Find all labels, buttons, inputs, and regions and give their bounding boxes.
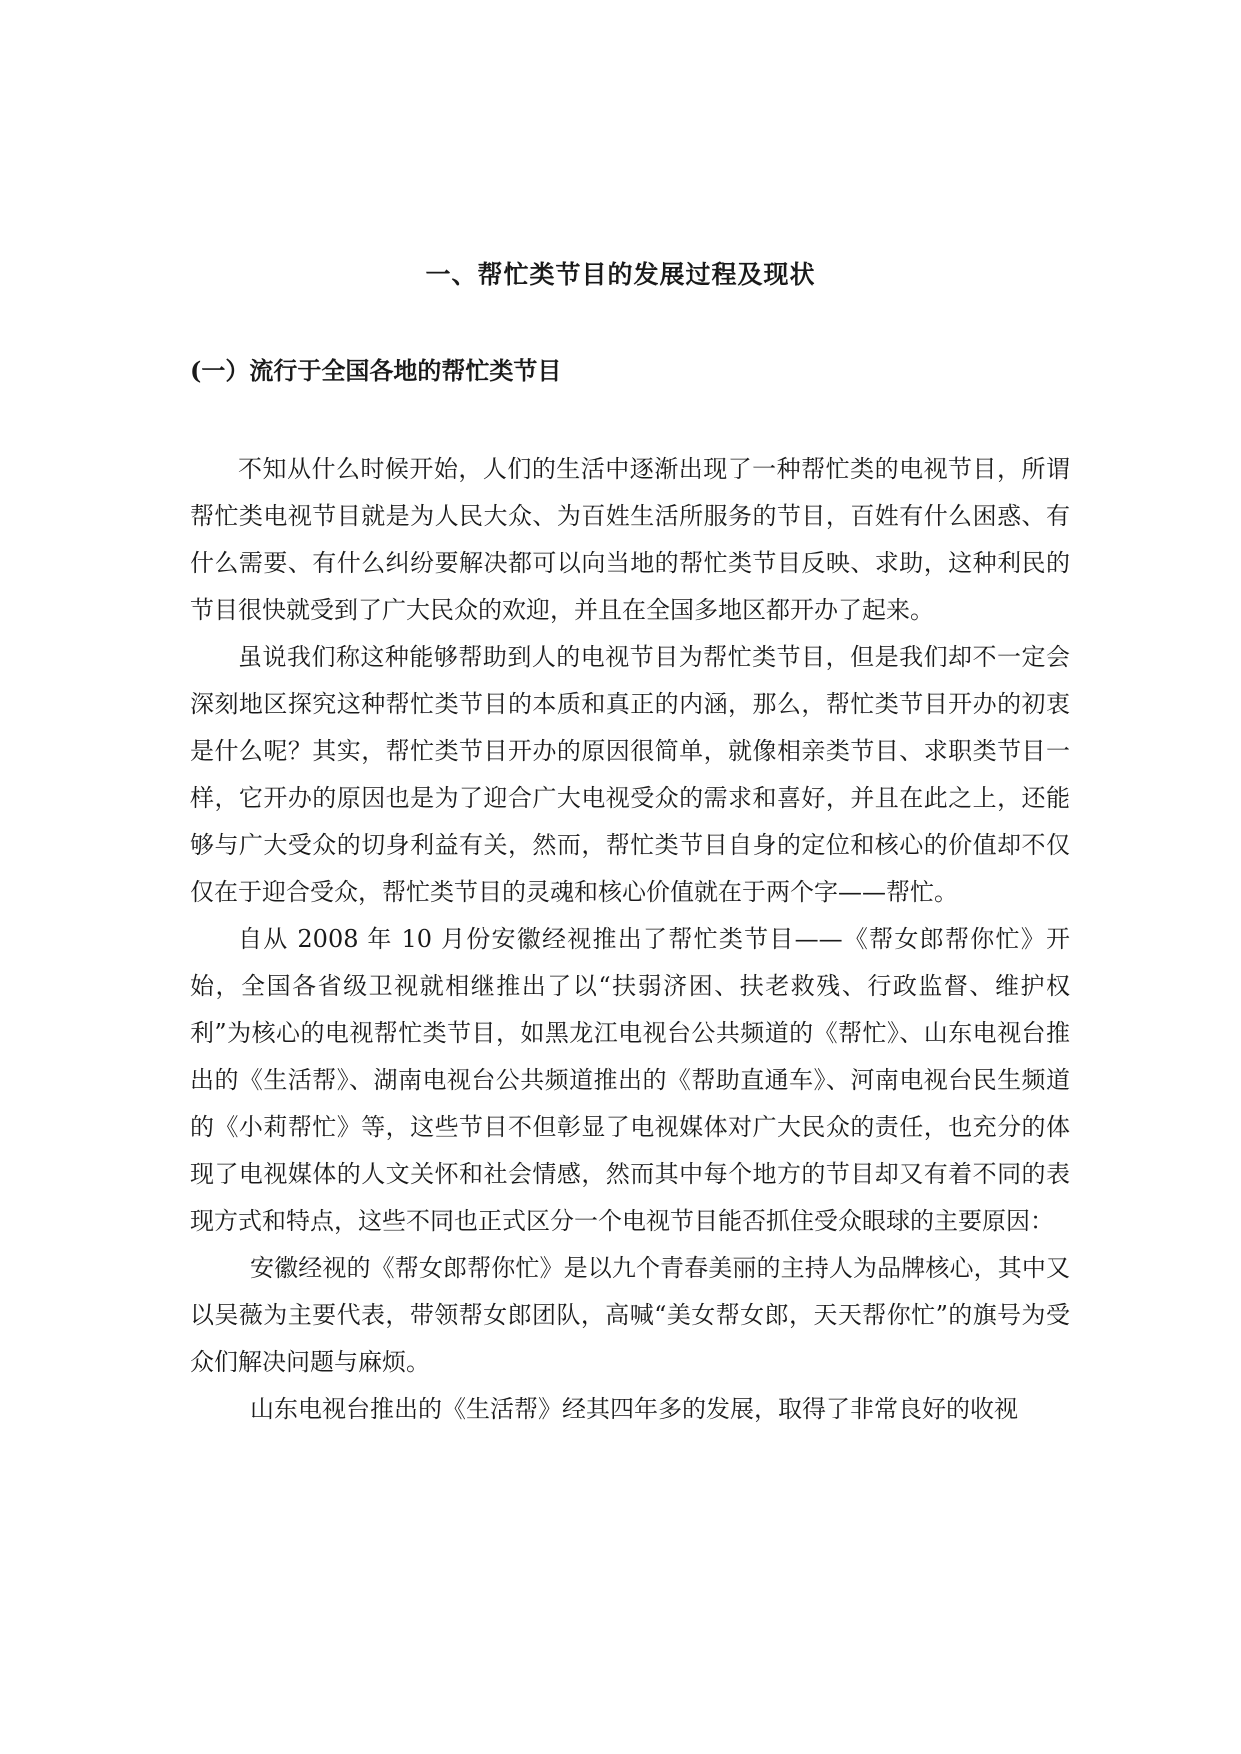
chapter-title: 一、帮忙类节目的发展过程及现状 — [425, 260, 816, 289]
paragraph-5: 山东电视台推出的《生活帮》经其四年多的发展，取得了非常良好的收视 — [250, 1395, 1018, 1423]
paragraph-4: 安徽经视的《帮女郎帮你忙》是以九个青春美丽的主持人为品牌核心，其中又以吴薇为主要代表，带领帮女郎团队，高喊“美女帮女郎，天天帮你忙”的旗号为受众们解决问题与麻烦。 — [190, 1254, 1070, 1376]
paragraph-3: 自从 2008 年 10 月份安徽经视推出了帮忙类节目——《帮女郎帮你忙》开始，全国各省级卫视就相继推出了以“扶弱济困、扶老救残、行政监督、维护权利”为核心的电视帮忙类节目，如黑龙江电视台公共频道的《帮忙》、山东电视台推出的《生活帮》、湖南电视台公共频道推出的《帮助直通车》、河南电视台民生频道的《小莉帮忙》等，这些节目不但彰显了电视媒体对广大民众的责任，也充分的体现了电视媒体的人文关怀和社会情感，然而其中每个地方的节目却又有着不同的表现方式和特点，这些不同也正式区分一个电视节目能否抓住受众眼球的主要原因： — [190, 925, 1070, 1235]
paragraph-2: 虽说我们称这种能够帮助到人的电视节目为帮忙类节目，但是我们却不一定会深刻地区探究这种帮忙类节目的本质和真正的内涵，那么，帮忙类节目开办的初衷是什么呢？其实，帮忙类节目开办的原因很简单，就像相亲类节目、求职类节目一样，它开办的原因也是为了迎合广大电视受众的需求和喜好，并且在此之上，还能够与广大受众的切身利益有关，然而，帮忙类节目自身的定位和核心的价值却不仅仅在于迎合受众，帮忙类节目的灵魂和核心价值就在于两个字——帮忙。 — [190, 643, 1070, 906]
paragraph-1: 不知从什么时候开始，人们的生活中逐渐出现了一种帮忙类的电视节目，所谓帮忙类电视节目就是为人民大众、为百姓生活所服务的节目，百姓有什么困惑、有什么需要、有什么纠纷要解决都可以向当地的帮忙类节目反映、求助，这种利民的节目很快就受到了广大民众的欢迎，并且在全国多地区都开办了起来。 — [190, 455, 1070, 624]
section-heading: (一）流行于全国各地的帮忙类节目 — [190, 356, 562, 385]
body-text — [190, 446, 1070, 1433]
